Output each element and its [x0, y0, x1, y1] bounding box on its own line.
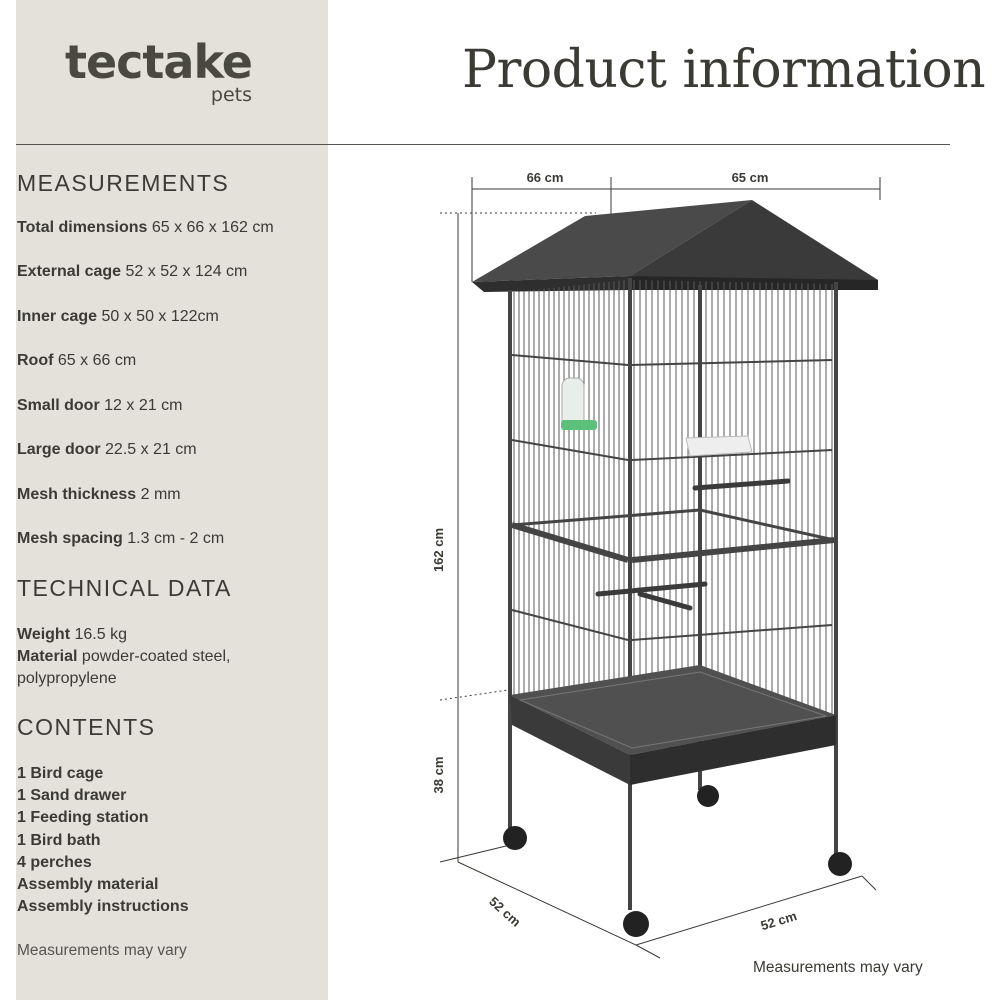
material-label: Material	[17, 648, 78, 665]
spec-value: 65 x 66 x 162 cm	[151, 219, 274, 236]
disclaimer-left: Measurements may vary	[17, 942, 187, 959]
spec-label: External cage	[17, 263, 122, 280]
disclaimer-right: Measurements may vary	[753, 959, 923, 976]
contents-item: 1 Bird bath	[17, 831, 101, 849]
spec-label: Roof	[17, 352, 54, 369]
dimension-label-roof-depth: 66 cm	[526, 170, 564, 185]
contents-item: Assembly instructions	[17, 898, 189, 916]
contents-item: 4 perches	[17, 853, 92, 871]
feeding-station	[561, 378, 597, 430]
contents-item: 1 Sand drawer	[17, 787, 127, 805]
dimension-label-leg-height: 38 cm	[431, 756, 446, 794]
contents-item: 1 Bird cage	[17, 765, 104, 782]
spec-value: 52 x 52 x 124 cm	[125, 263, 248, 280]
spec-label: Large door	[17, 441, 101, 458]
bird-bath	[686, 436, 752, 456]
wheels	[503, 785, 852, 937]
cage-roof	[472, 200, 878, 292]
spec-label: Mesh thickness	[17, 486, 137, 503]
brand-name: tectake	[64, 35, 252, 89]
brand-sub: pets	[210, 84, 252, 106]
dimension-label-cage-height: 162 cm	[431, 527, 446, 573]
contents-item: 1 Feeding station	[17, 809, 149, 827]
dimension-label-base-depth: 52 cm	[486, 893, 524, 930]
spec-value: 12 x 21 cm	[104, 397, 183, 414]
spec-value: 65 x 66 cm	[57, 352, 137, 369]
material-value: powder-coated steel, polypropylene	[17, 648, 231, 687]
dimension-label-roof-width: 65 cm	[731, 170, 769, 185]
spec-label: Inner cage	[17, 308, 98, 325]
contents-item: Assembly material	[17, 876, 159, 894]
spec-value: 50 x 50 x 122cm	[101, 308, 219, 325]
spec-label: Total dimensions	[17, 219, 148, 236]
spec-label: Mesh spacing	[17, 530, 123, 547]
weight-label: Weight	[17, 626, 71, 643]
weight-value: 16.5 kg	[74, 626, 127, 643]
page-title: Product information	[462, 40, 986, 100]
measurements-heading: MEASUREMENTS	[17, 170, 230, 196]
contents-heading: CONTENTS	[17, 714, 156, 740]
technical-heading: TECHNICAL DATA	[17, 575, 232, 601]
spec-value: 1.3 cm - 2 cm	[127, 530, 225, 547]
spec-value: 22.5 x 21 cm	[105, 441, 197, 458]
spec-label: Small door	[17, 397, 100, 414]
spec-value: 2 mm	[140, 486, 181, 503]
dimension-label-base-width: 52 cm	[758, 908, 799, 934]
